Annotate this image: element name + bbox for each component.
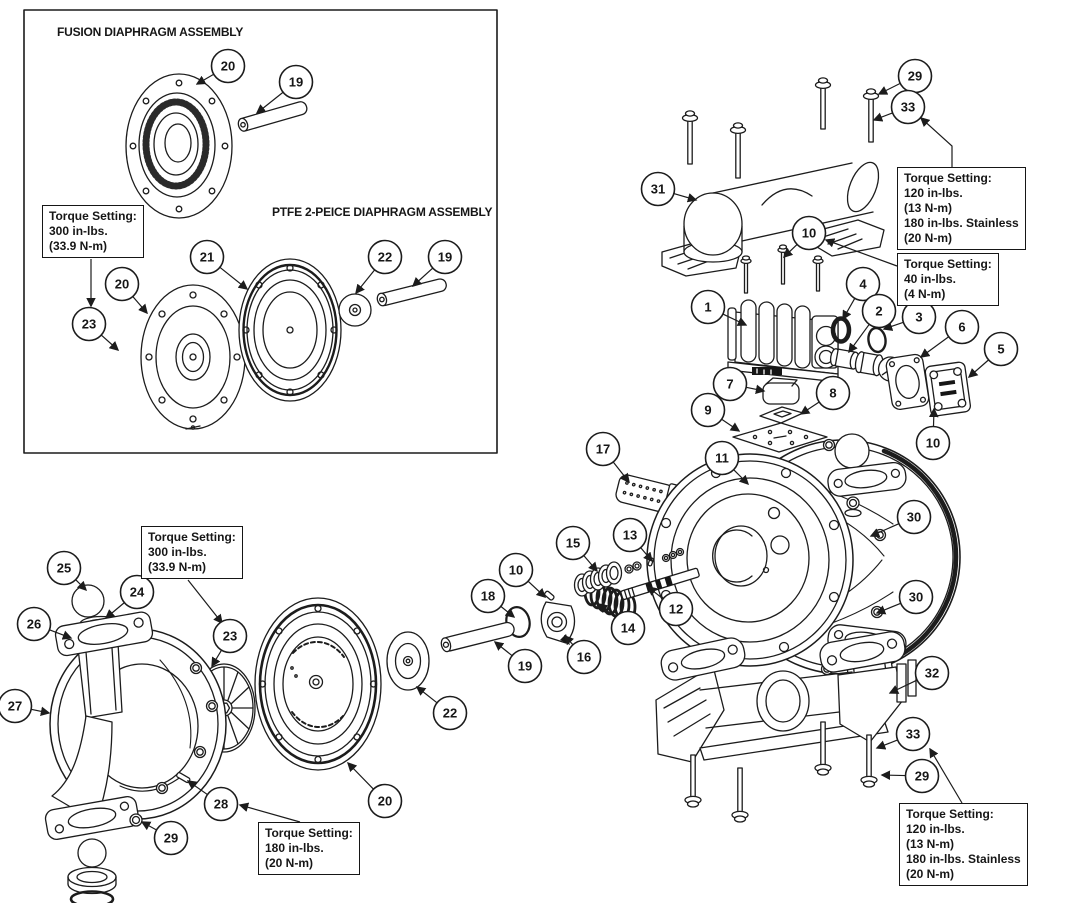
- torque-line: 300 in-lbs.: [148, 545, 207, 559]
- svg-text:11: 11: [715, 450, 729, 466]
- check-ball-drawing: [78, 839, 106, 867]
- part-balloon-25: [48, 552, 81, 585]
- torque-line: (20 N-m): [904, 231, 953, 245]
- svg-text:10: 10: [925, 435, 941, 451]
- part-balloon-19: [429, 241, 462, 274]
- part-balloon-33: [897, 718, 930, 751]
- part-balloon-28: [205, 788, 238, 821]
- part-balloon-29: [899, 60, 932, 93]
- torque-line: 40 in-lbs.: [904, 272, 957, 286]
- shaft-pin-drawing: [440, 621, 516, 653]
- fusion-diaphragm-drawing: [126, 74, 232, 218]
- svg-text:2: 2: [875, 303, 883, 319]
- part-balloon-29: [906, 760, 939, 793]
- part-balloon-32: [916, 657, 949, 690]
- part-balloon-14: [612, 612, 645, 645]
- svg-text:7: 7: [726, 376, 734, 392]
- part-balloon-30: [898, 501, 931, 534]
- center-body-drawing: [647, 454, 853, 666]
- svg-text:19: 19: [288, 74, 304, 90]
- torque-box-stud: [258, 822, 360, 875]
- svg-text:5: 5: [997, 341, 1005, 357]
- svg-text:20: 20: [220, 58, 236, 74]
- svg-text:33: 33: [900, 99, 916, 115]
- part-balloon-16: [568, 641, 601, 674]
- ptfe-diaphragm-drawing: [239, 259, 341, 401]
- torque-line: (13 N-m): [906, 837, 955, 851]
- part-balloon-30: [900, 581, 933, 614]
- svg-text:23: 23: [222, 628, 238, 644]
- part-balloon-24: [121, 576, 154, 609]
- svg-text:25: 25: [56, 560, 72, 576]
- valve-gasket-drawing: [885, 353, 930, 410]
- part-balloon-33: [892, 91, 925, 124]
- svg-text:14: 14: [620, 620, 636, 636]
- svg-text:13: 13: [622, 527, 638, 543]
- torque-line: 300 in-lbs.: [49, 224, 108, 238]
- part-balloon-11: [706, 442, 739, 475]
- torque-line: (20 N-m): [265, 856, 314, 870]
- air-valve-drawing: [728, 300, 838, 382]
- svg-text:17: 17: [595, 441, 611, 457]
- svg-text:19: 19: [437, 249, 453, 265]
- part-balloon-20: [369, 785, 402, 818]
- torque-line: 120 in-lbs.: [904, 186, 963, 200]
- torque-box-left-diaphragm: [141, 526, 243, 579]
- svg-text:23: 23: [81, 316, 97, 332]
- ptfe-assembly-label: PTFE 2-PEICE DIAPHRAGM ASSEMBLY: [272, 205, 493, 219]
- svg-text:18: 18: [480, 588, 496, 604]
- part-balloon-8: [817, 377, 850, 410]
- torque-box-air-valve: [897, 253, 999, 306]
- svg-text:19: 19: [517, 658, 533, 674]
- svg-text:28: 28: [213, 796, 229, 812]
- part-balloon-31: [642, 173, 675, 206]
- part-balloon-18: [472, 580, 505, 613]
- torque-line: (20 N-m): [906, 867, 955, 881]
- part-balloon-29: [155, 822, 188, 855]
- torque-box-top-manifold: [897, 167, 1026, 250]
- svg-text:15: 15: [565, 535, 581, 551]
- part-balloon-20: [212, 50, 245, 83]
- torque-box-fusion: [42, 205, 144, 258]
- torque-line: 180 in-lbs. Stainless: [906, 852, 1021, 866]
- part-balloon-13: [614, 519, 647, 552]
- torque-line: (33.9 N-m): [49, 239, 108, 253]
- svg-text:22: 22: [442, 705, 458, 721]
- check-ball-drawing: [72, 585, 104, 617]
- svg-text:26: 26: [26, 616, 42, 632]
- part-balloon-6: [946, 311, 979, 344]
- svg-text:6: 6: [958, 319, 966, 335]
- svg-text:8: 8: [829, 385, 837, 401]
- part-balloon-19: [509, 650, 542, 683]
- svg-text:9: 9: [704, 402, 712, 418]
- torque-line: Torque Setting:: [906, 807, 994, 821]
- svg-text:24: 24: [129, 584, 145, 600]
- washer-disc-drawing: [339, 294, 371, 326]
- part-balloon-15: [557, 527, 590, 560]
- svg-text:16: 16: [576, 649, 592, 665]
- svg-text:20: 20: [377, 793, 393, 809]
- shaft-bracket-drawing: [541, 590, 574, 645]
- small-gasket-drawing: [760, 407, 803, 423]
- svg-text:27: 27: [7, 698, 23, 714]
- torque-line: Torque Setting:: [904, 171, 992, 185]
- svg-text:33: 33: [905, 726, 921, 742]
- svg-text:30: 30: [908, 589, 924, 605]
- part-balloon-10: [793, 217, 826, 250]
- part-balloon-17: [587, 433, 620, 466]
- top-manifold-drawing: [662, 158, 885, 276]
- fusion-assembly-label: FUSION DIAPHRAGM ASSEMBLY: [57, 25, 244, 39]
- svg-text:4: 4: [859, 276, 867, 292]
- svg-text:3: 3: [915, 309, 923, 325]
- part-balloon-26: [18, 608, 51, 641]
- svg-text:10: 10: [508, 562, 524, 578]
- shaft-pin-drawing: [237, 100, 308, 132]
- torque-line: 180 in-lbs.: [265, 841, 324, 855]
- torque-line: 120 in-lbs.: [906, 822, 965, 836]
- svg-text:20: 20: [114, 276, 130, 292]
- part-balloon-2: [863, 295, 896, 328]
- part-balloon-19: [280, 66, 313, 99]
- part-balloon-27: [0, 690, 32, 723]
- torque-line: (33.9 N-m): [148, 560, 207, 574]
- part-balloon-21: [191, 241, 224, 274]
- torque-line: Torque Setting:: [904, 257, 992, 271]
- torque-line: Torque Setting:: [49, 209, 137, 223]
- small-bolts-drawing: [741, 245, 823, 293]
- part-balloon-10: [917, 427, 950, 460]
- part-balloon-22: [369, 241, 402, 274]
- svg-text:29: 29: [907, 68, 923, 84]
- svg-text:1: 1: [704, 299, 712, 315]
- svg-text:29: 29: [163, 830, 179, 846]
- part-balloon-20: [106, 268, 139, 301]
- svg-text:22: 22: [377, 249, 393, 265]
- part-balloon-23: [214, 620, 247, 653]
- torque-box-bottom-manifold: [899, 803, 1028, 886]
- torque-line: (13 N-m): [904, 201, 953, 215]
- torque-line: 180 in-lbs. Stainless: [904, 216, 1019, 230]
- part-balloon-23: [73, 308, 106, 341]
- part-balloon-22: [434, 697, 467, 730]
- part-balloon-1: [692, 291, 725, 324]
- torque-line: Torque Setting:: [148, 530, 236, 544]
- muffler-cap-drawing: [763, 378, 799, 404]
- ball-seat-drawing: [68, 868, 116, 894]
- svg-text:21: 21: [199, 249, 215, 265]
- svg-text:32: 32: [924, 665, 940, 681]
- shaft-pin-drawing: [376, 277, 448, 306]
- svg-text:31: 31: [650, 181, 666, 197]
- washer-disc-drawing: [387, 632, 429, 690]
- fluid-cap-drawing: [44, 611, 229, 841]
- part-balloon-9: [692, 394, 725, 427]
- torque-line: (4 N-m): [904, 287, 946, 301]
- torque-line: Torque Setting:: [265, 826, 353, 840]
- svg-text:12: 12: [668, 601, 684, 617]
- svg-text:29: 29: [914, 768, 930, 784]
- o-ring-drawing: [867, 327, 887, 353]
- svg-text:30: 30: [906, 509, 922, 525]
- part-balloon-10: [500, 554, 533, 587]
- main-diaphragm-drawing: [255, 598, 381, 770]
- air-valve-end-cap-drawing: [925, 361, 972, 416]
- ptfe-backer-plate-drawing: [141, 285, 245, 429]
- part-balloon-5: [985, 333, 1018, 366]
- part-balloon-12: [660, 593, 693, 626]
- svg-text:10: 10: [801, 225, 817, 241]
- part-balloon-7: [714, 368, 747, 401]
